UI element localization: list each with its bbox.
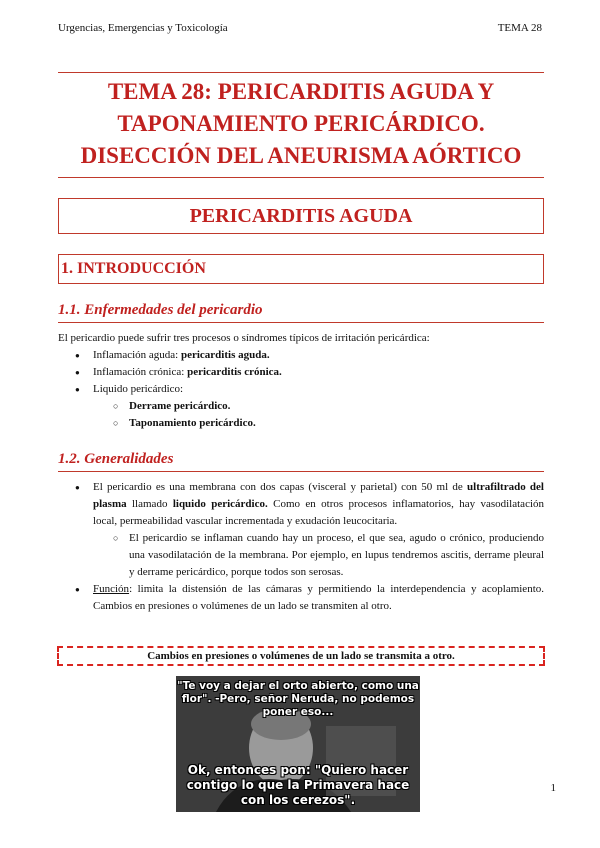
title-line-2: TAPONAMIENTO PERICÁRDICO. [117, 111, 485, 136]
meme-image [176, 676, 420, 812]
meme-bottom-caption: Ok, entonces pon: "Quiero hacer contigo lo que la Primavera hace con los cerezos". [186, 763, 410, 807]
page-number: 1 [550, 782, 556, 794]
meme-top-caption: "Te voy a dejar el orto abierto, como una flor". -Pero, señor Neruda, no podemos poner eso... [177, 680, 419, 718]
list-item: ● Función: limita la distensión de las cámaras y permitiendo la interdependencia y acoplamiento. Cambios en presiones o volúmenes de un lado se transmiten al otro. [58, 581, 544, 615]
processes-list [58, 347, 544, 432]
page-title [58, 76, 544, 172]
callout-box: Cambios en presiones o volúmenes de un lado se transmita a otro. [57, 646, 545, 666]
title-line-1: TEMA 28: PERICARDITIS AGUDA Y [107, 79, 495, 104]
header-subject: Urgencias, Emergencias y Toxicología [58, 22, 228, 34]
list-item: ● Inflamación crónica: pericarditis crónica. [58, 364, 544, 381]
section-title-box: PERICARDITIS AGUDA [58, 198, 544, 234]
title-bottom-rule [58, 177, 544, 178]
sub-list-item: ○ El pericardio se inflaman cuando hay un proceso, el que sea, agudo o crónico, produciendo una vasodilatación de la membrana. Por ejemplo, en lupus tendremos ascitis, derrame pleural y derrame pericárdico, porque todos son serosas. [58, 530, 544, 581]
subheading-enfermedades: 1.1. Enfermedades del pericardio [58, 302, 544, 323]
title-line-3: DISECCIÓN DEL ANEURISMA AÓRTICO [80, 143, 522, 168]
list-item: ● El pericardio es una membrana con dos capas (visceral y parietal) con 50 ml de ultrafiltrado del plasma llamado liquido pericárdico. Como en otros procesos inflamatorios, hay vasodilatación local, permeabilidad vascular incrementada y exudación leucocitaria. [58, 479, 544, 530]
title-top-rule [58, 72, 544, 73]
header-topic: TEMA 28 [497, 22, 542, 34]
intro-paragraph: El pericardio puede sufrir tres procesos o síndromes típicos de irritación pericárdica: [58, 332, 430, 344]
list-item: ● Liquido pericárdico: [58, 381, 544, 398]
sub-list-item: ○ Taponamiento pericárdico. [58, 415, 544, 432]
subheading-generalidades: 1.2. Generalidades [58, 451, 544, 472]
list-item: ● Inflamación aguda: pericarditis aguda. [58, 347, 544, 364]
generalidades-list [58, 479, 544, 615]
sub-list-item: ○ Derrame pericárdico. [58, 398, 544, 415]
intro-heading-box: 1. INTRODUCCIÓN [58, 254, 544, 284]
